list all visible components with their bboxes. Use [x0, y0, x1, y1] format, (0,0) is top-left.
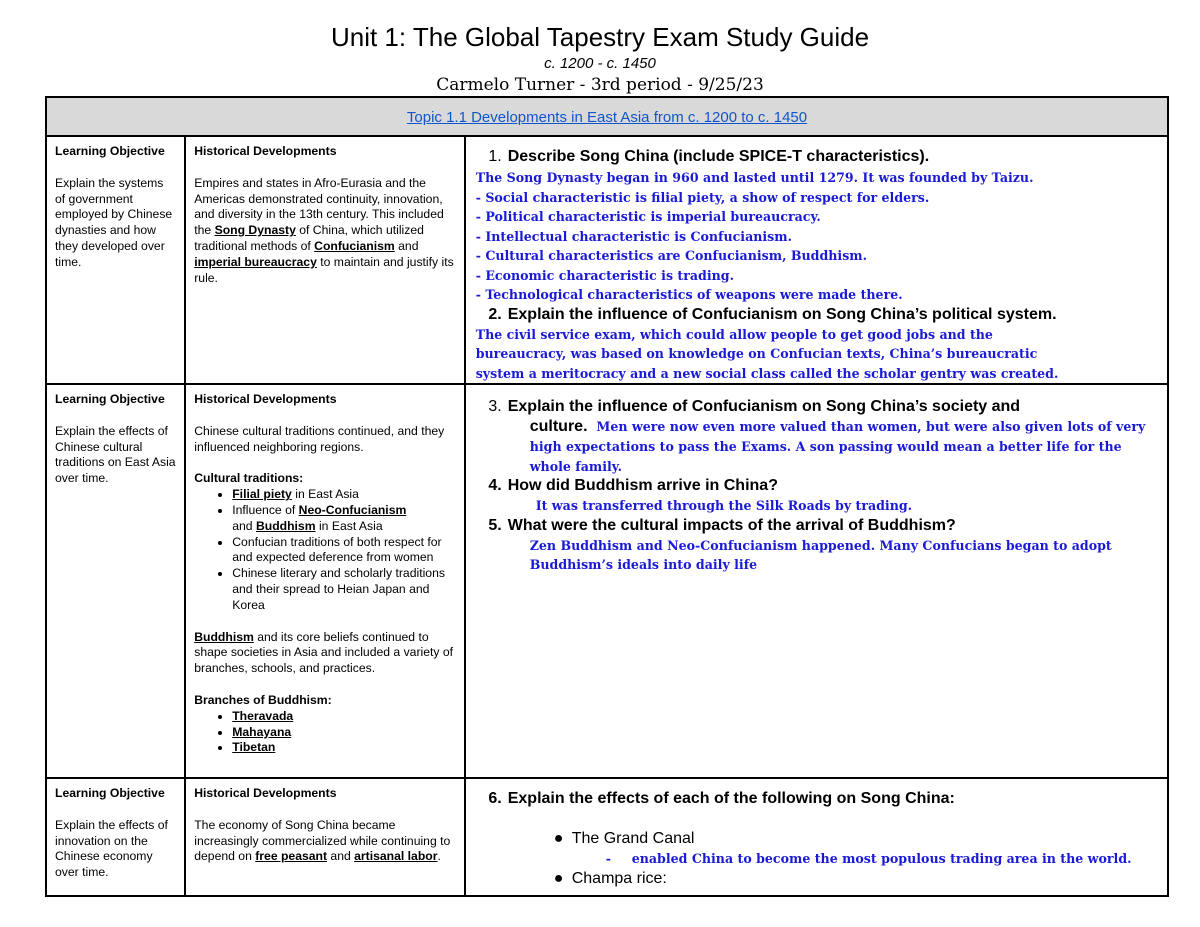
answer-3: high expectations to pass the Exams. A son passing would mean a better life for the whole family. — [529, 439, 1122, 474]
study-guide-table — [45, 96, 1169, 897]
table-row — [46, 384, 1168, 778]
question-4: 4. How did Buddhism arrive in China? — [488, 477, 778, 494]
hd-text: Chinese cultural traditions continued, and they influenced neighboring regions. — [194, 423, 445, 454]
answer-cell[interactable] — [465, 778, 1168, 896]
lo-heading: Learning Objective — [55, 392, 165, 406]
branches-list — [194, 709, 455, 756]
question-3: 3. Explain the influence of Confucianism on Song China’s society and — [488, 398, 1021, 415]
cultural-traditions-list — [194, 487, 455, 613]
document-title: Unit 1: The Global Tapestry Exam Study Guide — [330, 22, 870, 52]
question-2: 2. Explain the influence of Confucianism on Song China’s political system. — [488, 305, 1057, 323]
list-item: • Filial piety in East Asia — [232, 487, 455, 503]
hd-text: The economy of Song China became increasingly commercialized while continuing to depend on free peasant and artisanal labor. — [194, 817, 451, 864]
lo-heading: Learning Objective — [55, 144, 165, 158]
table-row — [46, 136, 1168, 384]
buddhism-text: Buddhism and its core beliefs continued to shape societies in Asia and included a variety of branches, schools, and practices. — [194, 629, 454, 676]
list-item: • Theravada — [232, 709, 455, 725]
answer-1: The Song Dynasty began in 960 and lasted until 1279. It was founded by Taizu. - Social characteristic is filial piety, a show of respect for elders. - Political characteristic is imperial bureaucracy. - Intellectual characteristic is Confucianism. - Cultural characteristics are Confucianism, Buddhism. - Economic characteristic is trading. - Technological characteristics of weapons were made there. — [475, 170, 1034, 302]
branches-heading: Branches of Buddhism: — [194, 692, 332, 707]
lo-text: Explain the effects of Chinese cultural traditions on East Asia over time. — [55, 423, 176, 486]
list-item: • Chinese literary and scholarly traditions and their spread to Heian Japan and Korea — [232, 566, 455, 613]
topic-header — [46, 97, 1168, 136]
answer-4: It was transferred through the Silk Roads by trading. — [535, 498, 913, 513]
learning-objective-cell — [46, 136, 185, 384]
hd-text: Empires and states in Afro-Eurasia and the Americas demonstrated continuity, innovation, and diversity in the 13th century. This included the Song Dynasty of China, which utilized traditional methods of Confucianism and imperial bureaucracy to maintain and justify its rule. — [194, 175, 454, 285]
lo-text: Explain the systems of government employed by Chinese dynasties and how they developed over time. — [55, 175, 173, 269]
table-row — [46, 778, 1168, 896]
historical-developments-cell — [185, 778, 464, 896]
learning-objective-cell — [46, 778, 185, 896]
list-item: • Tibetan — [232, 740, 455, 756]
hd-heading: Historical Developments — [194, 392, 337, 406]
document-subtitle: c. 1200 - c. 1450 — [544, 55, 656, 72]
question-6-item-1: ● The Grand Canal — [553, 830, 695, 847]
list-item: • Confucian traditions of both respect for and expected deference from women — [232, 535, 455, 567]
lo-text: Explain the effects of innovation on the Chinese economy over time. — [55, 817, 168, 880]
author-line: Carmelo Turner - 3rd period - 9/25/23 — [436, 75, 764, 95]
topic-link[interactable]: Topic 1.1 Developments in East Asia from c. 1200 to c. 1450 — [406, 109, 808, 126]
question-5: 5. What were the cultural impacts of the arrival of Buddhism? — [488, 516, 956, 534]
lo-heading: Learning Objective — [55, 786, 165, 800]
historical-developments-cell — [185, 384, 464, 778]
question-6-item-1-answer: - enabled China to become the most populous trading area in the world. — [605, 851, 1132, 866]
question-1: 1. Describe Song China (include SPICE-T characteristics). — [488, 148, 930, 165]
answer-cell[interactable] — [465, 136, 1168, 384]
question-6-item-2: ● Champa rice: — [553, 869, 667, 887]
historical-developments-cell — [185, 136, 464, 384]
answer-cell[interactable] — [465, 384, 1168, 778]
list-item: • Mahayana — [232, 725, 455, 741]
cultural-traditions-heading: Cultural traditions: — [194, 471, 304, 486]
question-6: 6. Explain the effects of each of the following on Song China: — [488, 790, 955, 807]
question-3-cont: culture. Men were now even more valued than women, but were also given lots of very — [529, 418, 1146, 435]
answer-5: Zen Buddhism and Neo-Confucianism happened. Many Confucians began to adopt Buddhism’s ideals into daily life — [529, 537, 1112, 572]
learning-objective-cell — [46, 384, 185, 778]
hd-heading: Historical Developments — [194, 144, 337, 158]
hd-heading: Historical Developments — [194, 786, 337, 800]
answer-2: The civil service exam, which could allow people to get good jobs and the bureaucracy, was based on knowledge on Confucian texts, China’s bureaucratic system a meritocracy and a new social class called the scholar gentry was created. — [475, 326, 1059, 381]
list-item: • Influence of Neo-Confucianism and Buddhism in East Asia — [232, 503, 455, 535]
